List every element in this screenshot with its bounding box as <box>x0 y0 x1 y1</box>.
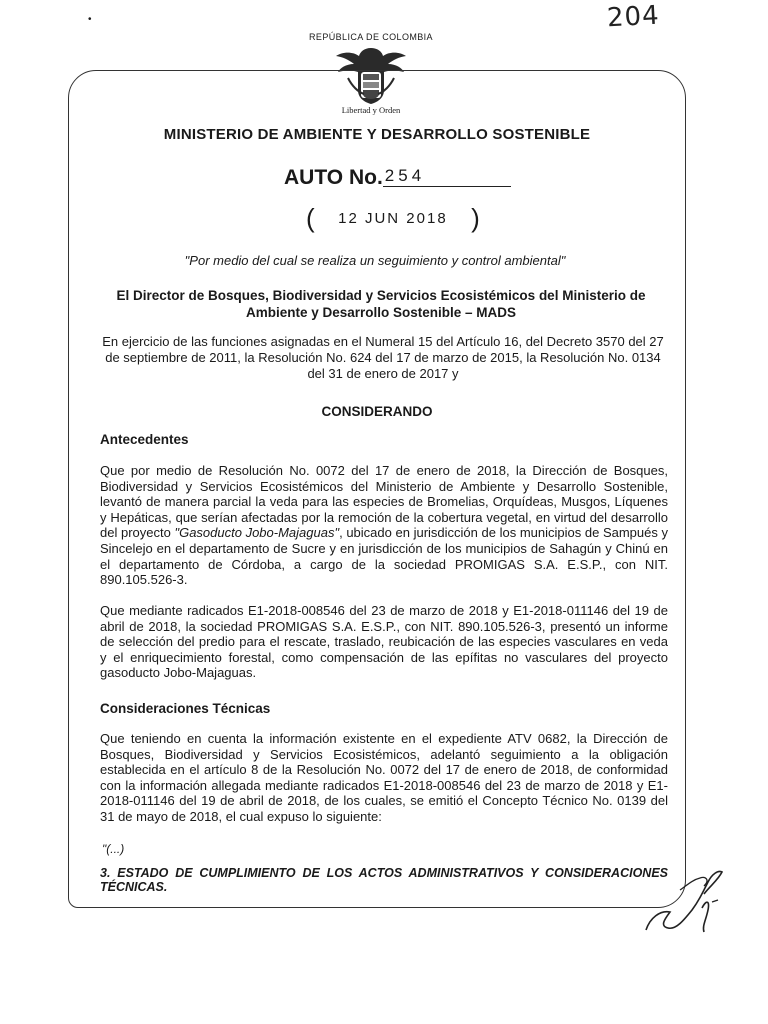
scan-mark: • <box>88 14 92 25</box>
quote-open-mark: "(...) <box>102 842 125 856</box>
paragraph-1-text-a: Que por medio de Resolución No. 0072 del 17 de enero de 2018, la Dirección de Bosques, Biodiversidad y Servicios Ecosistémicos del Ministerio de Ambiente y Desarrollo Sostenible, levantó de manera parcial la veda para las especies de Bromelias, Orquídeas, Musgos, Líquenes y Hepáticas, que serían afectadas por la remoción de la cobertura vegetal, en virtud del desarrollo del proyecto <box>100 463 668 541</box>
antecedentes-heading: Antecedentes <box>100 432 189 447</box>
auto-label: AUTO No. <box>284 166 383 189</box>
date-open-paren: ( <box>306 203 315 233</box>
ministry-heading: MINISTERIO DE AMBIENTE Y DESARROLLO SOSTENIBLE <box>163 126 591 143</box>
date-close-paren: ) <box>471 203 480 233</box>
legal-basis: En ejercicio de las funciones asignadas en el Numeral 15 del Artículo 16, del Decreto 3570 del 27 de septiembre de 2011, la Resolución No. 624 del 17 de marzo de 2015, la Resolución No. 0134 del 31 de enero de 2017 y <box>102 334 664 381</box>
antecedentes-paragraph-2: Que mediante radicados E1-2018-008546 del 23 de marzo de 2018 y E1-2018-011146 del 19 de abril de 2018, la sociedad PROMIGAS S.A. E.S.P., con NIT. 890.105.526-3, presentó un informe de selección del predio para el rescate, traslado, reubicación de las especies vasculares en veda y el enriquecimiento forestal, como compensación de las epífitas no vasculares del proyecto gasoducto Jobo-Majaguas. <box>100 603 668 681</box>
auto-date-row <box>306 203 480 234</box>
project-name: "Gasoducto Jobo-Majaguas" <box>174 525 340 541</box>
consideraciones-paragraph: Que teniendo en cuenta la información existente en el expediente ATV 0682, la Dirección de Bosques, Biodiversidad y Servicios Ecosistémicos, adelantó seguimiento a la obligación establecida en el artículo 8 de la Resolución No. 0072 del 17 de enero de 2018, de conformidad con la información allegada mediante radicados E1-2018-008546 del 23 de marzo de 2018 y E1-2018-011146 del 19 de abril de 2018, de los cuales, se emitió el Concepto Técnico No. 0139 del 31 de mayo de 2018, el cual expuso lo siguiente: <box>100 731 668 824</box>
auto-date: 12 JUN 2018 <box>338 210 448 227</box>
auto-number-row <box>284 166 511 190</box>
issuing-authority: El Director de Bosques, Biodiversidad y Servicios Ecosistémicos del Ministerio de Ambiente y Desarrollo Sostenible – MADS <box>116 288 646 320</box>
considerando-heading: CONSIDERANDO <box>321 404 433 419</box>
auto-number: 254 <box>383 166 511 187</box>
paragraph-1-text-b: , ubicado en jurisdicción de los municipios de Sampués y Sincelejo en el departamento de Sucre y en jurisdicción de los municipios de Sahagún y Chinú en el departamento de Córdoba, a cargo de la sociedad PROMIGAS S.A. E.S.P., con NIT. 890.105.526-3. <box>100 525 669 588</box>
republic-heading: REPÚBLICA DE COLOMBIA <box>309 32 433 42</box>
antecedentes-paragraph-1 <box>100 463 668 588</box>
document-subject: "Por medio del cual se realiza un seguimiento y control ambiental" <box>184 253 566 268</box>
handwritten-signature-icon <box>640 860 730 940</box>
page-number: 204 <box>606 0 661 34</box>
consideraciones-heading: Consideraciones Técnicas <box>100 701 271 716</box>
section-3-heading: 3. ESTADO DE CUMPLIMIENTO DE LOS ACTOS ADMINISTRATIVOS Y CONSIDERACIONES TÉCNICAS. <box>100 866 668 894</box>
national-motto: Libertad y Orden <box>341 105 401 115</box>
